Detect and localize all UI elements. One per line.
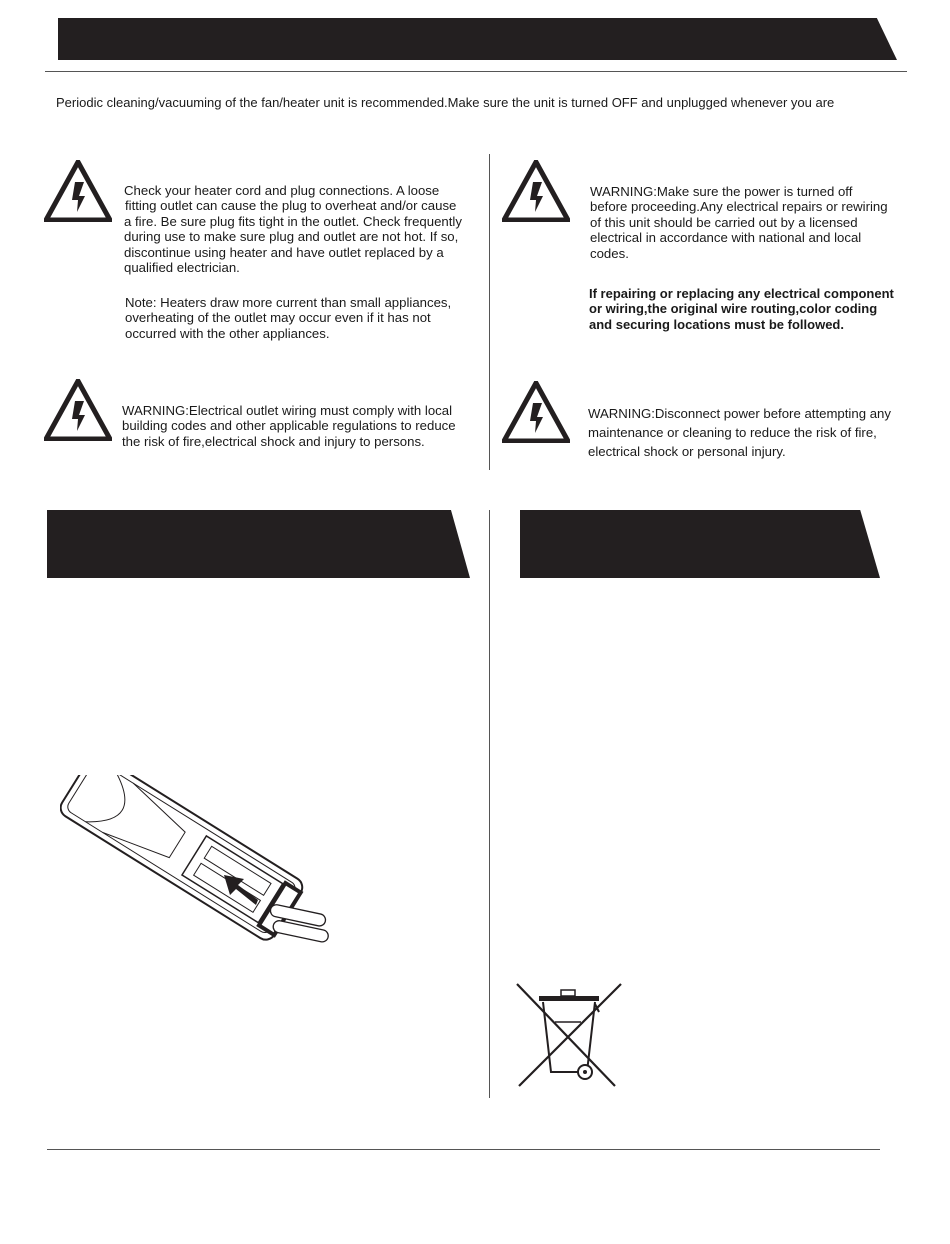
bottom-divider — [47, 1149, 880, 1150]
cord-warning — [124, 183, 462, 275]
top-divider — [45, 71, 907, 72]
repair-notice — [589, 286, 894, 332]
note-line-2: overheating of the outlet may occur even if it has not — [125, 310, 431, 326]
power-warning — [590, 184, 888, 261]
column-divider-upper — [489, 154, 490, 470]
cord-line-5: discontinue using heater and have outlet replaced by a — [124, 244, 444, 260]
cord-line-6: qualified electrician. — [124, 260, 240, 276]
wiring-warning — [122, 403, 456, 449]
power-line-1: WARNING:Make sure the power is turned off — [590, 184, 853, 199]
repair-line-2: or wiring,the original wire routing,color coding — [589, 301, 878, 317]
cord-line-2: fitting outlet can cause the plug to overheat and/or cause — [125, 198, 457, 214]
electric-shock-warning-icon — [502, 381, 570, 443]
crossed-out-wheelie-bin-icon — [515, 982, 625, 1088]
left-section-banner — [47, 510, 470, 578]
cord-line-3: a fire. Be sure plug fits tight in the outlet. Check frequently — [124, 213, 462, 229]
repair-line-3: and securing locations must be followed. — [589, 316, 844, 332]
electric-shock-warning-icon — [44, 160, 112, 222]
cord-line-1: Check your heater cord and plug connections. A loose — [124, 183, 440, 198]
disconnect-line-2: maintenance or cleaning to reduce the risk of fire, — [588, 425, 877, 440]
wiring-line-1: WARNING:Electrical outlet wiring must comply with local — [122, 403, 453, 418]
wiring-line-2: building codes and other applicable regulations to reduce — [122, 418, 456, 434]
repair-line-1: If repairing or replacing any electrical component — [589, 286, 894, 301]
electric-shock-warning-icon — [502, 160, 570, 222]
disconnect-line-3: electrical shock or personal injury. — [588, 444, 786, 459]
note-text — [125, 295, 451, 341]
disconnect-line-1: WARNING:Disconnect power before attempting any — [588, 406, 891, 421]
wiring-line-3: the risk of fire,electrical shock and injury to persons. — [122, 433, 425, 449]
power-line-2: before proceeding.Any electrical repairs or rewiring — [590, 199, 888, 215]
remote-control-battery-illustration — [60, 775, 345, 960]
top-section-banner — [58, 18, 897, 60]
electric-shock-warning-icon — [44, 379, 112, 441]
note-line-1: Note: Heaters draw more current than small appliances, — [125, 295, 452, 310]
disconnect-warning — [588, 404, 891, 461]
power-line-5: codes. — [590, 245, 629, 261]
column-divider-lower — [489, 510, 490, 1098]
power-line-4: electrical in accordance with national and local — [590, 230, 862, 246]
intro-text: Periodic cleaning/vacuuming of the fan/heater unit is recommended.Make sure the unit is turned OFF and unplugged whenever you are — [56, 95, 835, 110]
right-section-banner — [520, 510, 880, 578]
note-line-3: occurred with the other appliances. — [125, 325, 330, 341]
cord-line-4: during use to make sure plug and outlet are not hot. If so, — [124, 229, 459, 245]
power-line-3: of this unit should be carried out by a licensed — [590, 214, 858, 230]
